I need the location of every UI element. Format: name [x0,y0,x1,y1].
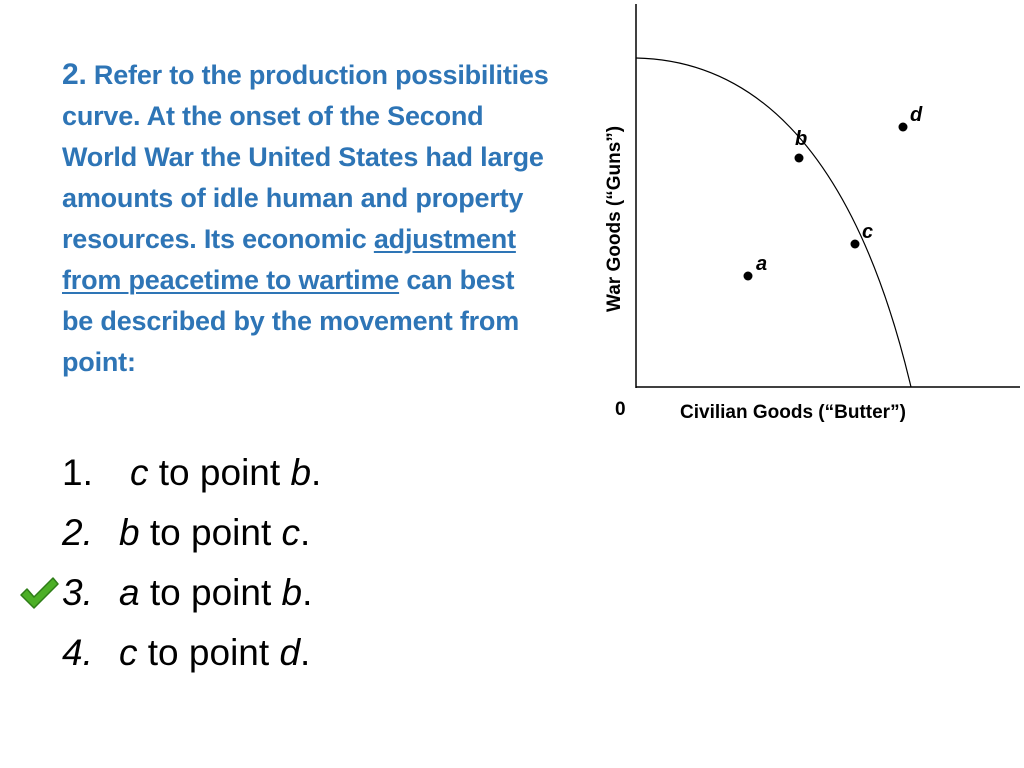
point-a-dot [744,272,753,281]
option-number: 1. [62,452,93,493]
point-c-label: c [862,221,874,243]
option-to-point: c [281,512,301,553]
correct-check-icon [18,575,60,611]
option-mid-text: to point [148,452,291,493]
question-body-start: Refer to the production possibilities curve. At the onset of the Second World War the United States had large amounts of idle human and property resources. Its economic [62,60,549,254]
answer-option-4[interactable] [62,623,542,683]
option-to-point: d [279,632,301,673]
option-end: . [302,572,313,613]
option-end: . [300,512,311,553]
question-underlined-phrase: adjustment from peacetime to wartime [62,224,516,295]
point-b-dot [795,154,804,163]
point-d-label: d [910,104,923,126]
question-number: 2. [62,58,87,91]
option-to-point: b [290,452,312,493]
option-mid-text: to point [139,572,282,613]
option-to-point: b [281,572,303,613]
ppc-graph [590,0,1024,440]
option-number: 2. [62,512,93,553]
option-from-point: c [130,452,149,493]
option-from-point: c [119,632,138,673]
option-number: 3. [62,572,93,613]
answer-option-2[interactable] [62,503,542,563]
point-b-label: b [795,128,808,150]
option-end: . [300,632,311,673]
point-d-dot [899,123,908,132]
answer-options [62,443,542,683]
point-a-label: a [756,253,768,275]
question-body-end: can best be described by the movement from point: [62,265,520,377]
x-axis-label: Civilian Goods (“Butter”) [680,402,906,423]
point-c-dot [851,240,860,249]
answer-option-1[interactable] [62,443,542,503]
answer-option-3[interactable] [62,563,542,623]
option-number: 4. [62,632,93,673]
option-from-point: a [119,572,140,613]
option-from-point: b [119,512,140,553]
origin-label: 0 [615,399,626,420]
option-end: . [311,452,322,493]
option-mid-text: to point [139,512,282,553]
question-text [62,54,552,383]
option-mid-text: to point [137,632,280,673]
y-axis-label: War Goods (“Guns”) [604,125,625,312]
